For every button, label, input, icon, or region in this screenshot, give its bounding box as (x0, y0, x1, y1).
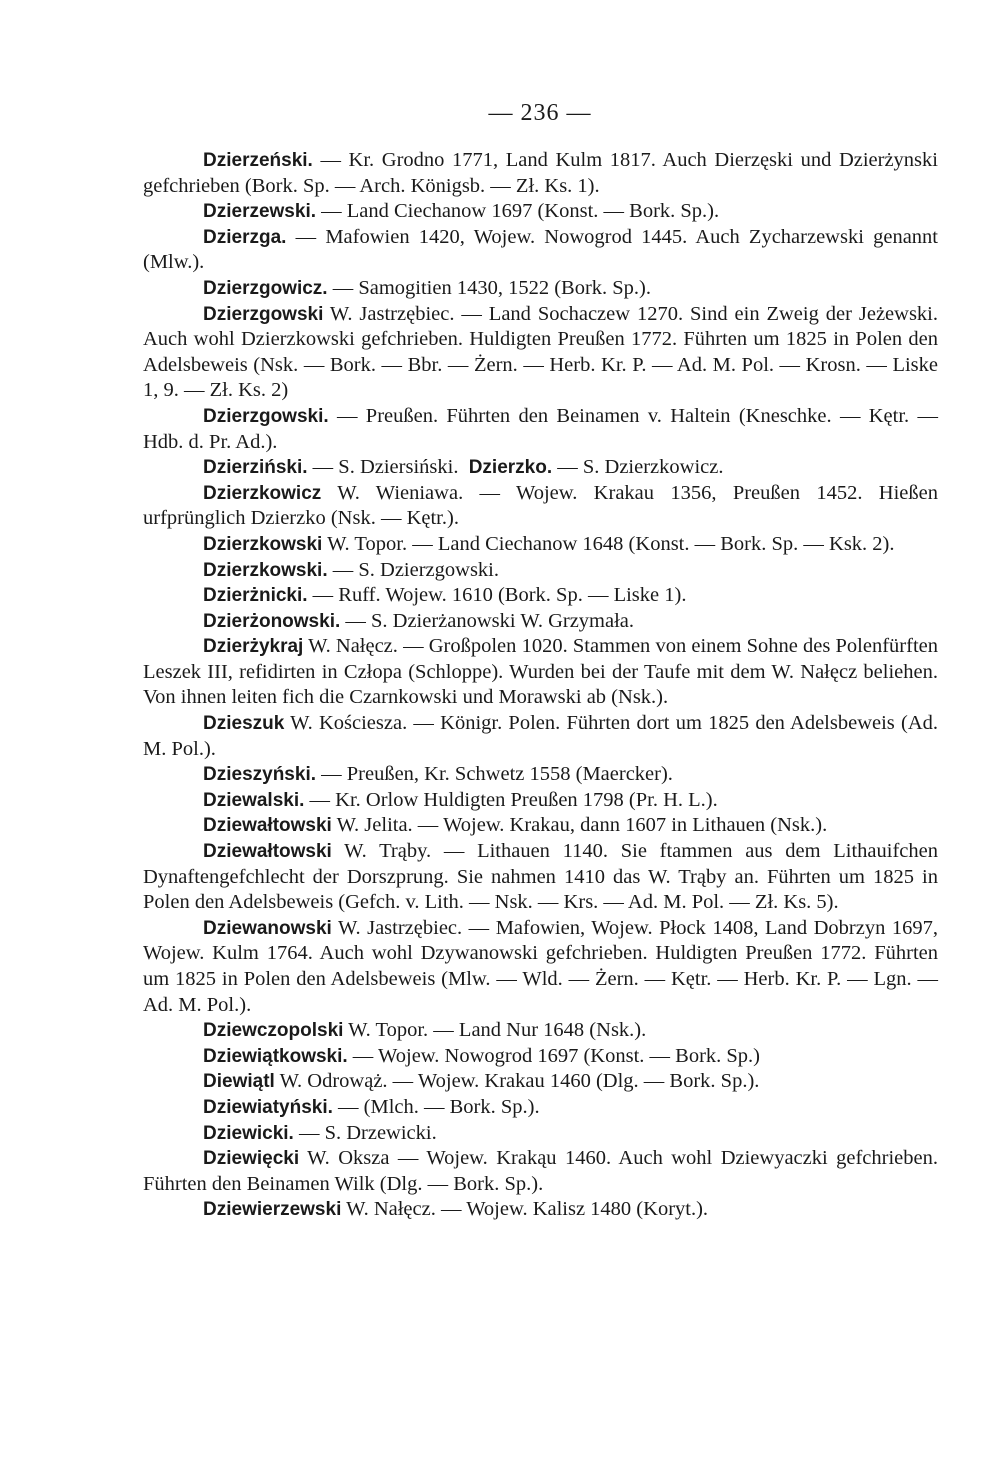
entry (143, 199, 938, 225)
entry-text: — S. Dzierżanowski W. Grzymała. (340, 609, 635, 632)
entry-text: — Samogitien 1430, 1522 (Bork. Sp.). (327, 276, 652, 299)
entry-headword: Dzieszuk (203, 713, 285, 735)
entry (143, 455, 938, 481)
entry-headword: Dzierzgowski (203, 303, 324, 325)
entry-headword: Dzierzkowicz (203, 482, 322, 504)
entry-headword: Dzierzko. (468, 457, 553, 479)
entry-text: — Land Ciechanow 1697 (Konst. — Bork. Sp.). (316, 200, 720, 223)
entry (143, 1018, 938, 1044)
entry (143, 711, 938, 762)
entry (143, 302, 938, 404)
entry (143, 583, 938, 609)
entry-text: W. Kościesza. — Königr. Polen. Führten dort um 1825 den Adelsbeweis (Ad. M. Pol.). (143, 712, 938, 760)
entry-text: — Preußen. Führten den Beinamen v. Haltein (Kneschke. — Kętr. — Hdb. d. Pr. Ad.). (143, 404, 938, 453)
entry-text: — (Mlch. — Bork. Sp.). (332, 1095, 540, 1118)
entry (143, 1121, 938, 1147)
entry-text: — Ruff. Wojew. 1610 (Bork. Sp. — Liske 1). (307, 584, 687, 607)
entry-headword: Dziewierzewski (203, 1199, 342, 1221)
entry-text: — Mafowien 1420, Wojew. Nowogrod 1445. Auch Zycharzewski genannt (Mlw.). (143, 225, 938, 274)
entry (143, 916, 938, 1018)
entry (143, 1197, 938, 1223)
entry-headword: Dziewałtowski (203, 815, 332, 837)
page-number: — 236 — (488, 100, 592, 126)
entry-text: W. Trąby. — Lithauen 1140. Sie ftammen aus dem Lithauifchen Dynaftengefchlecht der Dorszprung. Sie nahmen 1410 das W. Trąby an. Führten um 1825 in Polen den Adelsbeweis (Gefch. v. Lith. — Nsk. — Krs. — Ad. M. Pol. — Zł. Ks. 5). (143, 840, 938, 914)
entry-headword: Dzieszyński. (203, 764, 316, 786)
entry-headword: Dziewalski. (203, 789, 305, 811)
entry-headword: Dziewiatyński. (203, 1096, 333, 1118)
entry (143, 276, 938, 302)
entry (143, 609, 938, 635)
entry-text: — Kr. Grodno 1771, Land Kulm 1817. Auch Dierzęski und Dzierżynski gefchrieben (Bork. Sp. — Arch. Königsb. — Zł. Ks. 1). (143, 149, 938, 197)
entry-text: W. Nałęcz. — Großpolen 1020. Stammen von einem Sohne des Polenfürften Leszek III, refidirten in Człopa (Schloppe). Wurden bei der Taufe mit dem W. Nałęcz beliehen. Von ihnen leiten fich die Czarnkowski und Morawski ab (Nsk.). (143, 635, 938, 709)
entry-text: W. Topor. — Land Nur 1648 (Nsk.). (343, 1019, 647, 1042)
entry-headword: Dzierzga. (203, 226, 287, 248)
entry-headword: Diewiątl (203, 1071, 275, 1093)
entry-headword: Dzierzkowski. (203, 559, 328, 581)
entry-headword: Dzierzgowski. (203, 405, 329, 427)
entry (143, 481, 938, 532)
entry-text: W. Odrowąż. — Wojew. Krakau 1460 (Dlg. — Bork. Sp.). (274, 1070, 760, 1093)
entry-text: W. Jastrzębiec. — Mafowien, Wojew. Płock 1408, Land Dobrzyn 1697, Wojew. Kulm 1764. Auch wohl Dzywanowski gefchrieben. Huldigten Preußen 1772. Führten um 1825 in Polen den Adelsbeweis (Mlw. — Wld. — Żern. — Kętr. — Herb. Kr. P. — Lgn. — Ad. M. Pol.). (143, 916, 938, 1016)
entry-text: — S. Dzierzkowicz. (552, 456, 724, 479)
entry (143, 1044, 938, 1070)
entry-list (143, 148, 938, 1223)
entry (143, 148, 938, 199)
entry-headword: Dzierzgowicz. (203, 277, 328, 299)
entry-text: — Kr. Orlow Huldigten Preußen 1798 (Pr. H. L.). (304, 788, 718, 811)
entry (143, 813, 938, 839)
entry-text: W. Oksza — Wojew. Krakąu 1460. Auch wohl Dziewyaczki gefchrieben. Führten den Beinamen Wilk (Dlg. — Bork. Sp.). (143, 1147, 938, 1195)
entry-headword: Dzierzeński. (203, 150, 313, 171)
entry (143, 1146, 938, 1197)
entry-headword: Dziewięcki (203, 1148, 300, 1170)
entry-text: — Preußen, Kr. Schwetz 1558 (Maercker). (316, 763, 673, 786)
entry-text: W. Jelita. — Wojew. Krakau, dann 1607 in Lithauen (Nsk.). (331, 814, 828, 837)
entry-headword: Dziewanowski (203, 917, 332, 939)
entry (143, 788, 938, 814)
entry-headword: Dzierżykraj (203, 636, 304, 658)
entry-headword: Dziewczopolski (203, 1020, 344, 1042)
entry-headword: Dzierziński. (203, 457, 308, 479)
entry-headword: Dzierżonowski. (203, 610, 341, 632)
entry (143, 634, 938, 711)
entry (143, 1095, 938, 1121)
entry-headword: Dzierzewski. (203, 201, 316, 223)
entry (143, 762, 938, 788)
entry (143, 558, 938, 584)
entry (143, 225, 938, 276)
entry-text: — S. Dziersiński. (307, 456, 459, 479)
entry-text: — S. Dzierzgowski. (327, 558, 499, 581)
entry (143, 1069, 938, 1095)
entry (143, 532, 938, 558)
entry (143, 404, 938, 455)
entry-headword: Dzierzkowski (203, 533, 323, 555)
entry-text: — S. Drzewicki. (293, 1121, 437, 1144)
entry-text: W. Wieniawa. — Wojew. Krakau 1356, Preußen 1452. Hießen urfprünglich Dzierzko (Nsk. — Kętr.). (143, 481, 938, 530)
entry-text: W. Topor. — Land Ciechanow 1648 (Konst. — Bork. Sp. — Ksk. 2). (322, 532, 895, 555)
entry-text: W. Nałęcz. — Wojew. Kalisz 1480 (Koryt.). (341, 1198, 709, 1221)
entry-text: W. Jastrzębiec. — Land Sochaczew 1270. Sind ein Zweig der Jeżewski. Auch wohl Dzierzkowski gefchrieben. Huldigten Preußen 1772. Führten um 1825 in Polen den Adelsbeweis (Nsk. — Bork. — Bbr. — Żern. — Herb. Kr. P. — Ad. M. Pol. — Krosn. — Liske 1, 9. — Zł. Ks. 2) (143, 302, 938, 402)
entry (143, 839, 938, 916)
entry-text: — Wojew. Nowogrod 1697 (Konst. — Bork. Sp.) (347, 1044, 760, 1067)
entry-headword: Dziewiątkowski. (203, 1045, 348, 1067)
entry-headword: Dzierżnicki. (203, 585, 308, 607)
entry-headword: Dziewałtowski (203, 841, 332, 863)
entry-headword: Dziewicki. (203, 1122, 294, 1144)
